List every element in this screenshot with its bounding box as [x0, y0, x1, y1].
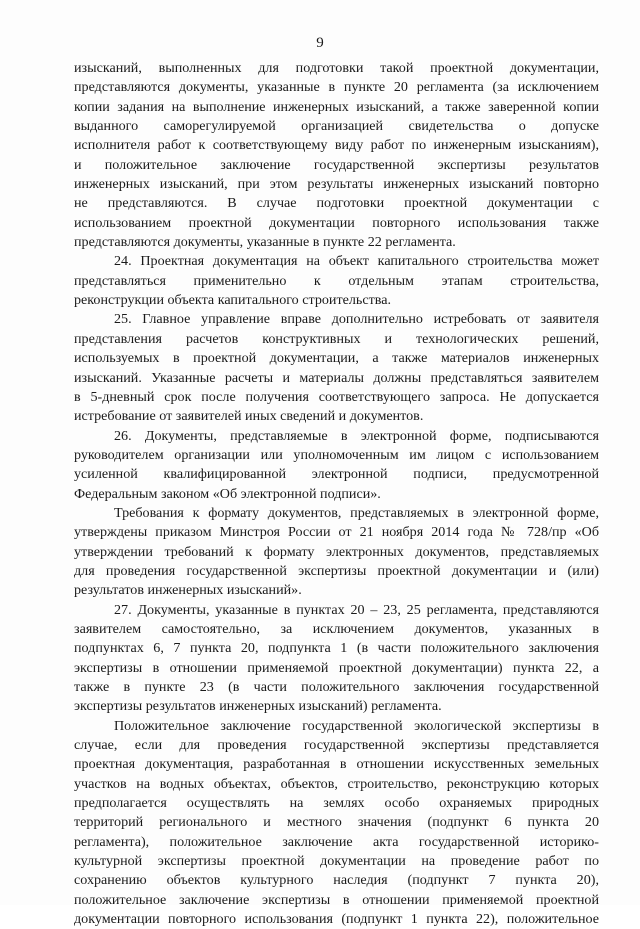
text-line: истребование от заявителей иных сведений и документов. — [74, 408, 424, 425]
text-line: положительное заключение экспертизы в отношении применяемой проектной — [74, 891, 599, 908]
text-line: 24. Проектная документация на объект капитального строительства может — [114, 253, 599, 270]
text-line: проектная документация, разработанная в отношении искусственных земельных — [74, 756, 599, 773]
text-line: исполнителя работ к соответствующему виду работ по инженерным изысканиям), — [74, 137, 599, 154]
text-line: руководителем организации или уполномоченным им лицом с использованием — [74, 446, 599, 463]
text-line: представляются документы, указанные в пункте 22 регламента. — [74, 234, 456, 251]
text-line: документации повторного использования (подпункт 1 пункта 22), положительное — [74, 911, 599, 928]
document-body — [74, 59, 599, 929]
text-line: результатов инженерных изысканий». — [74, 582, 302, 599]
text-line: 27. Документы, указанные в пунктах 20 – 23, 25 регламента, представляются — [114, 601, 599, 618]
text-line: реконструкции объекта капитального строительства. — [74, 292, 392, 309]
text-line: сохранению объектов культурного наследия (подпункт 7 пункта 20), — [74, 872, 599, 889]
text-line: усиленной квалифицированной электронной подписи, предусмотренной — [74, 466, 599, 483]
text-line: Федеральным законом «Об электронной подписи». — [74, 485, 381, 502]
text-line: культурной экспертизы проектной документации на проведение работ по — [74, 853, 599, 870]
text-line: регламента), положительное заключение акта государственной историко- — [74, 833, 599, 850]
text-line: экспертизы результатов инженерных изысканий) регламента. — [74, 698, 442, 715]
text-line: территорий регионального и местного значения (подпункт 6 пункта 20 — [74, 814, 599, 831]
text-line: предполагается осуществлять на землях особо охраняемых природных — [74, 795, 599, 812]
text-line: выданного саморегулируемой организацией свидетельства о допуске — [74, 118, 599, 135]
text-line: представляться применительно к отдельным этапам строительства, — [74, 272, 599, 289]
text-line: в 5-дневный срок после получения соответствующего запроса. Не допускается — [74, 388, 599, 405]
text-line: Положительное заключение государственной экологической экспертизы в — [114, 717, 599, 734]
text-line: экспертизы в отношении применяемой проектной документации) пункта 22, а — [74, 659, 599, 676]
text-line: использованием проектной документации повторного использования также — [74, 214, 599, 231]
text-line: изысканий. Указанные расчеты и материалы должны представляться заявителем — [74, 369, 599, 386]
text-line: изысканий, выполненных для подготовки такой проектной документации, — [74, 60, 599, 76]
page-number: 9 — [316, 35, 324, 51]
text-line: участков на водных объектах, объектов, строительство, реконструкцию которых — [74, 775, 599, 792]
text-line: копии задания на выполнение инженерных изысканий, а также заверенной копии — [74, 98, 599, 115]
text-line: не представляются. В случае подготовки проектной документации с — [74, 195, 599, 212]
text-line: случае, если для проведения государственной экспертизы представляется — [74, 737, 599, 754]
text-line: для проведения государственной экспертизы проектной документации и (или) — [74, 562, 599, 579]
text-line: 25. Главное управление вправе дополнительно истребовать от заявителя — [114, 311, 599, 328]
text-line: подпунктах 6, 7 пункта 20, подпункта 1 (в части положительного заключения — [74, 640, 599, 657]
text-line: представления расчетов конструктивных и технологических решений, — [74, 330, 599, 347]
text-line: и положительное заключение государственной экспертизы результатов — [74, 156, 599, 173]
text-line: утверждении требований к формату электронных документов, представляемых — [74, 543, 599, 560]
text-line: Требования к формату документов, представляемых в электронной форме, — [114, 504, 599, 521]
text-line: инженерных изысканий, при этом результаты инженерных изысканий повторно — [74, 176, 599, 193]
text-line: 26. Документы, представляемые в электронной форме, подписываются — [114, 427, 599, 444]
text-line: используемых в проектной документации, а также материалов инженерных — [74, 350, 599, 367]
text-line: заявителем самостоятельно, за исключением документов, указанных в — [74, 620, 599, 637]
text-line: представляются документы, указанные в пункте 20 регламента (за исключением — [74, 79, 599, 96]
text-line: утверждены приказом Минстроя России от 21 ноября 2014 года № 728/пр «Об — [74, 524, 599, 541]
text-line: также в пункте 23 (в части положительного заключения государственной — [74, 679, 599, 695]
